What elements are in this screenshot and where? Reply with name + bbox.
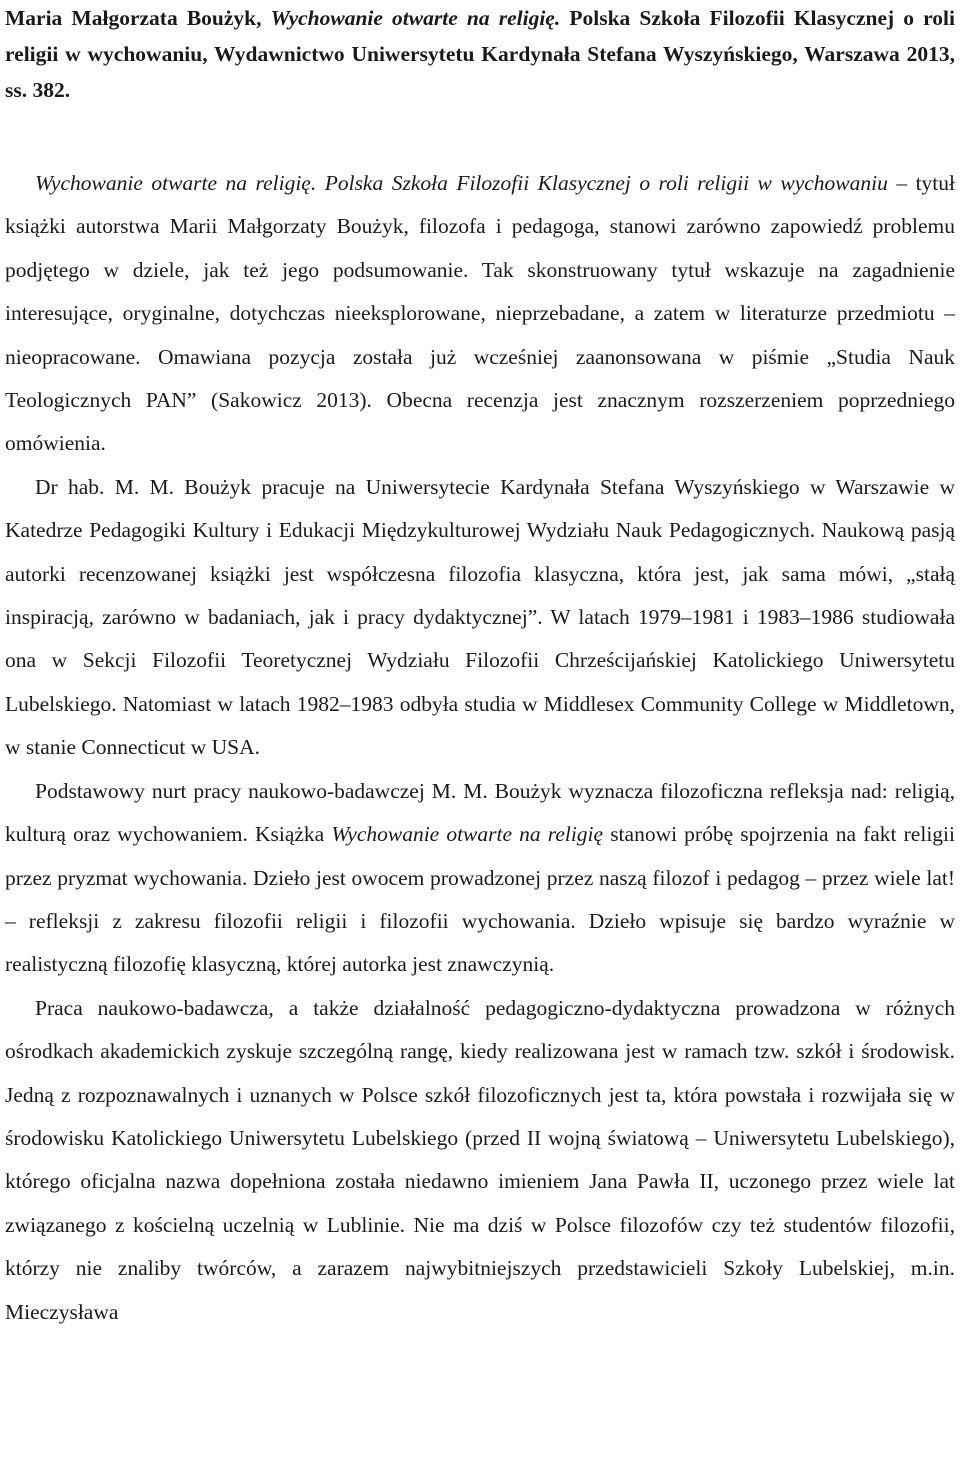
paragraph-3-text-a: Podstawowy nurt pracy naukowo-badawczej M. M. Boużyk wyznacza filozoficzna refleksja nad: religią, kulturą oraz wychowaniem. Książka [5, 778, 955, 847]
paragraph-3 [5, 770, 955, 987]
spacer [5, 108, 955, 162]
book-title: Wychowanie otwarte na religię. [270, 6, 561, 30]
paragraph-1-text: – tytuł książki autorstwa Marii Małgorzaty Boużyk, filozofa i pedagoga, stanowi zarówno zapowiedź problemu podjętego w dziele, jak też jego podsumowanie. Tak skonstruowany tytuł wskazuje na zagadnienie interesujące, oryginalne, dotychczas nieeksplorowane, nieprzebadane, a zatem w literaturze przedmiotu – nieopracowane. Omawiana pozycja została już wcześniej zaanonsowana w piśmie „Studia Nauk Teologicznych PAN” (Sakowicz 2013). Obecna recenzja jest znacznym rozszerzeniem poprzedniego omówienia. [5, 171, 955, 456]
paragraph-1 [5, 162, 955, 466]
author-name: Maria Małgorzata Boużyk, [5, 6, 262, 30]
paragraph-2: Dr hab. M. M. Boużyk pracuje na Uniwersytecie Kardynała Stefana Wyszyńskiego w Warszawie w Katedrze Pedagogiki Kultury i Edukacji Międzykulturowej Wydziału Nauk Pedagogicznych. Naukową pasją autorki recenzowanej książki jest współczesna filozofia klasyczna, która jest, jak sama mówi, „stałą inspiracją, zarówno w badaniach, jak i pracy dydaktycznej”. W latach 1979–1981 i 1983–1986 studiowała ona w Sekcji Filozofii Teoretycznej Wydziału Filozofii Chrześcijańskiej Katolickiego Uniwersytetu Lubelskiego. Natomiast w latach 1982–1983 odbyła studia w Middlesex Community College w Middletown, w stanie Connecticut w USA. [5, 474, 955, 760]
book-subtitle: Polska Szkoła Filozofii Klasycznej o roli religii w wychowaniu, [5, 6, 955, 66]
publisher-info: Wydawnictwo Uniwersytetu Kardynała Stefana Wyszyńskiego, Warszawa 2013, ss. 382. [5, 42, 955, 102]
paragraph-4: Praca naukowo-badawcza, a także działalność pedagogiczno-dydaktyczna prowadzona w różnych ośrodkach akademickich zyskuje szczególną rangę, kiedy realizowana jest w ramach tzw. szkół i środowisk. Jedną z rozpoznawalnych i uznanych w Polsce szkół filozoficznych jest ta, która powstała i rozwijała się w środowisku Katolickiego Uniwersytetu Lubelskiego (przed II wojną światową – Uniwersytetu Lubelskiego), którego oficjalna nazwa dopełniona została niedawno imieniem Jana Pawła II, uczonego przez wiele lat związanego z kościelną uczelnią w Lublinie. Nie ma dziś w Polsce filozofów czy też studentów filozofii, którzy nie znaliby twórców, a zarazem najwybitniejszych przedstawicieli Szkoły Lubelskiej, m.in. Mieczysława [5, 995, 955, 1324]
bibliographic-header [5, 0, 955, 108]
paragraph-3-title: Wychowanie otwarte na religię [331, 822, 604, 847]
paragraph-1-title: Wychowanie otwarte na religię. Polska Szkoła Filozofii Klasycznej o roli religii w wychowaniu [35, 171, 888, 195]
document-page [5, 0, 955, 1334]
paragraph-3-text-b: stanowi próbę spojrzenia na fakt religii przez pryzmat wychowania. Dzieło jest owocem prowadzonej przez naszą filozof i pedagog – przez wiele lat! – refleksji z zakresu filozofii religii i filozofii wychowania. Dzieło wpisuje się bardzo wyraźnie w realistyczną filozofię klasyczną, której autorka jest znawczynią. [5, 822, 955, 977]
